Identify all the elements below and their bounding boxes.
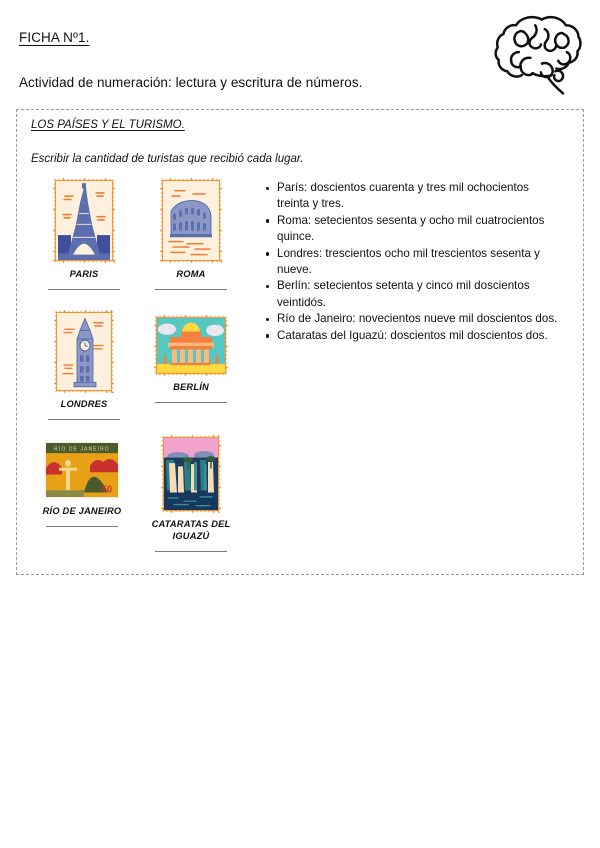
page-title: FICHA Nº1.: [19, 30, 90, 45]
answer-line-roma[interactable]: [155, 289, 227, 290]
answer-line-paris[interactable]: [48, 289, 120, 290]
activity-box-heading: LOS PAÍSES Y EL TURISMO.: [31, 119, 185, 131]
answer-line-berlin[interactable]: [155, 402, 227, 403]
list-item: París: doscientos cuarenta y tres mil ochocientos treinta y tres.: [277, 180, 560, 213]
rio-stamp-denomination: 50: [102, 484, 112, 496]
stamp-cell-londres: [32, 310, 136, 420]
cataratas-del-iguazu-waterfalls-stamp: [161, 435, 221, 513]
bullet-list: [260, 180, 560, 344]
stamp-label-rio: RÍO DE JANEIRO: [42, 506, 122, 516]
stamp-cell-paris: [32, 178, 136, 290]
activity-box: [16, 109, 584, 575]
list-item: Londres: trescientos ocho mil trescientos sesenta y nueve.: [277, 246, 560, 279]
list-item: Cataratas del Iguazú: doscientos mil doscientos dos.: [277, 328, 560, 344]
londres-big-ben-stamp: [54, 310, 114, 393]
stamps-area: [17, 110, 257, 576]
rio-stamp-top-text: RIO DE JANEIRO: [54, 446, 110, 453]
stamp-cell-iguazu: [139, 435, 243, 552]
stamp-cell-rio: [30, 440, 134, 527]
roma-colosseum-stamp: [160, 178, 222, 263]
stamp-label-berlin: BERLÍN: [173, 382, 209, 392]
paris-eiffel-tower-stamp: [53, 178, 115, 263]
stamp-cell-berlin: [139, 315, 243, 403]
stamp-label-roma: ROMA: [176, 269, 206, 279]
list-item: Roma: setecientos sesenta y ocho mil cuatrocientos quince.: [277, 213, 560, 246]
stamp-label-iguazu: CATARATAS DEL IGUAZÚ: [151, 519, 231, 541]
stamp-label-londres: LONDRES: [60, 399, 108, 409]
list-item: Berlín: setecientos setenta y cinco mil doscientos veintidós.: [277, 278, 560, 311]
activity-instruction: Escribir la cantidad de turistas que recibió cada lugar.: [31, 153, 304, 165]
list-item: Río de Janeiro: novecientos nueve mil doscientos dos.: [277, 311, 560, 327]
answer-line-londres[interactable]: [48, 419, 120, 420]
answer-line-iguazu[interactable]: [155, 551, 227, 552]
stamp-cell-roma: [139, 178, 243, 290]
stamp-label-paris: PARIS: [69, 269, 99, 279]
numbers-bullet-list: [260, 180, 560, 344]
rio-de-janeiro-christ-redeemer-stamp: [43, 440, 121, 500]
berlin-brandenburg-gate-stamp: [154, 315, 228, 376]
brain-icon: [492, 8, 588, 104]
activity-subtitle: Actividad de numeración: lectura y escritura de números.: [19, 75, 363, 90]
answer-line-rio[interactable]: [46, 526, 118, 527]
